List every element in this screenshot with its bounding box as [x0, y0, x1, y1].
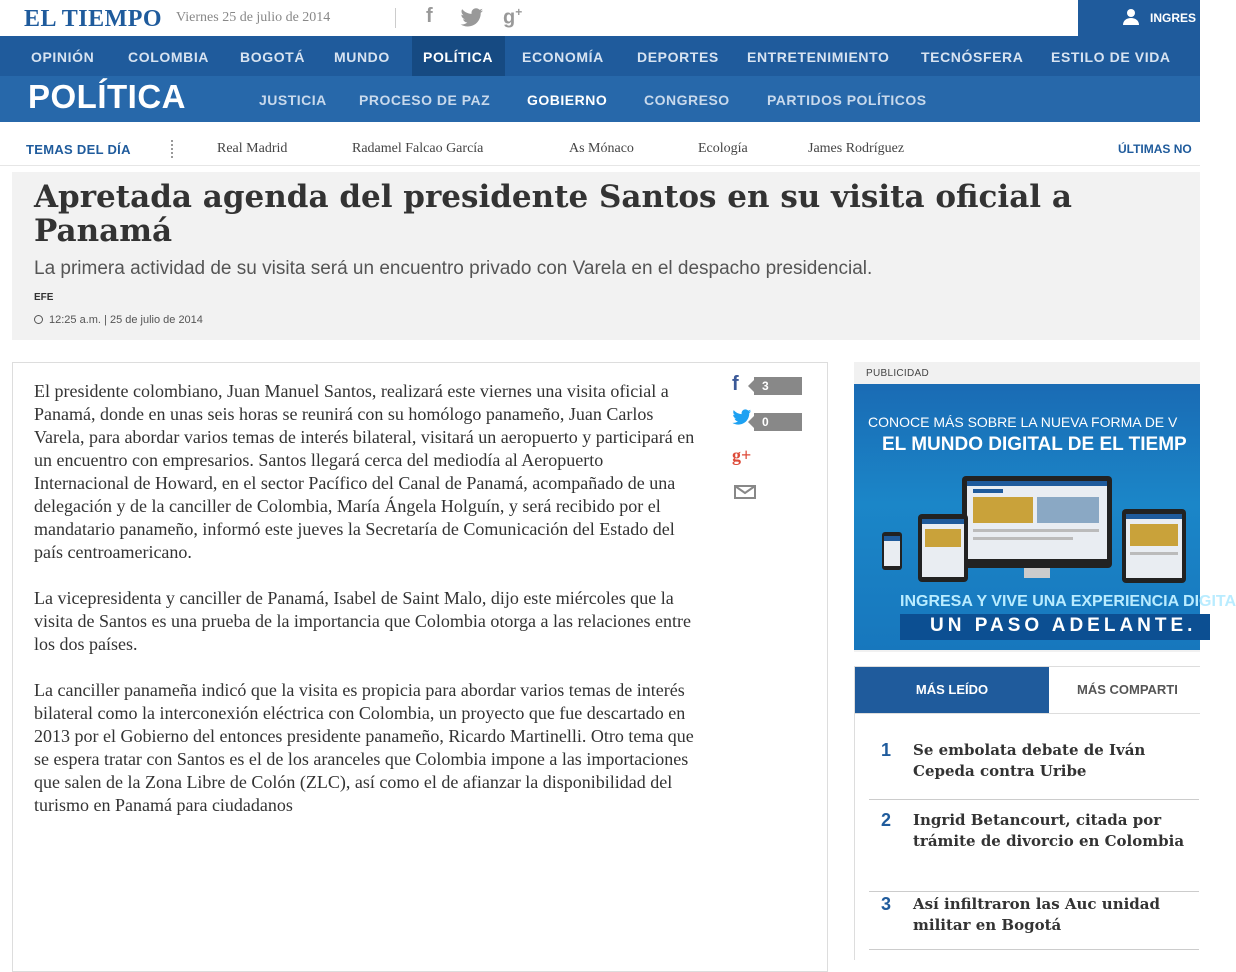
clock-icon — [34, 315, 43, 324]
phone-illustration — [882, 532, 902, 570]
nav-item-mundo[interactable]: MUNDO — [334, 49, 390, 65]
topic-link[interactable]: Ecología — [698, 141, 748, 156]
article-paragraph: La canciller panameña indicó que la visita es propicia para abordar varios temas de interés bilateral como la interconexión eléctrica con Colombia, un proyecto que fue descartado en 2013 por el Gobierno del entonces presidente panameño, Ricardo Martinelli. Otro tema que se espera tratar con Santos es el de los aranceles que Colombia impone a las importaciones que salen de la Zona Libre de Colón (ZLC), así como el de afianzar la disponibilidad del turismo en Panamá para ciudadanos — [34, 680, 694, 815]
nav-item-economia[interactable]: ECONOMÍA — [522, 49, 604, 65]
latest-news-link[interactable]: ÚLTIMAS NO — [1118, 142, 1192, 156]
list-item[interactable] — [869, 894, 1199, 950]
top-bar — [0, 0, 1200, 36]
nav-item-deportes[interactable]: DEPORTES — [637, 49, 719, 65]
ad-slogan-band — [900, 614, 1210, 640]
article-subheadline: La primera actividad de su visita será un encuentro privado con Varela en el despacho presidencial. — [34, 258, 873, 279]
most-read-list — [854, 714, 1200, 960]
subsection-nav — [0, 76, 1200, 122]
list-item[interactable] — [869, 810, 1199, 892]
list-item-title[interactable]: Ingrid Betancourt, citada por trámite de divorcio en Colombia — [913, 811, 1185, 850]
list-item-number: 2 — [881, 810, 892, 830]
article-body — [12, 362, 828, 972]
login-button[interactable] — [1078, 0, 1200, 36]
list-item[interactable] — [869, 740, 1199, 800]
article-agency: EFE — [34, 292, 54, 303]
ad-line-2: EL MUNDO DIGITAL DE EL TIEMP — [882, 434, 1187, 455]
topic-link[interactable]: Radamel Falcao García — [352, 141, 484, 156]
googleplus-icon: g+ — [732, 445, 752, 465]
subnav-item-partidos-politicos[interactable]: PARTIDOS POLÍTICOS — [767, 92, 927, 108]
topic-link[interactable]: Real Madrid — [217, 141, 288, 156]
subnav-item-justicia[interactable]: JUSTICIA — [259, 92, 327, 108]
tab-mas-leido[interactable]: MÁS LEÍDO — [855, 667, 1049, 713]
nav-item-colombia[interactable]: COLOMBIA — [128, 49, 210, 65]
facebook-icon[interactable]: f — [426, 5, 433, 27]
list-item-title[interactable]: Se embolata debate de Iván Cepeda contra Uribe — [913, 741, 1146, 780]
tab-mas-compartido[interactable]: MÁS COMPARTI — [1049, 667, 1201, 713]
googleplus-share-button[interactable] — [732, 445, 804, 471]
subnav-item-proceso-de-paz[interactable]: PROCESO DE PAZ — [359, 92, 491, 108]
ad-line-4: UN PASO ADELANTE. — [930, 615, 1197, 636]
timestamp-text: 12:25 a.m. | 25 de julio de 2014 — [49, 314, 203, 326]
topic-link[interactable]: As Mónaco — [569, 141, 634, 156]
nav-item-opinion[interactable]: OPINIÓN — [31, 49, 95, 65]
googleplus-icon[interactable]: g+ — [503, 5, 523, 29]
divider — [395, 8, 396, 28]
article-text — [34, 380, 702, 840]
ad-banner[interactable] — [854, 384, 1236, 650]
tablet-illustration — [1122, 509, 1186, 583]
nav-item-bogota[interactable]: BOGOTÁ — [240, 49, 306, 65]
subnav-item-gobierno[interactable]: GOBIERNO — [527, 92, 608, 108]
monitor-stand — [1024, 568, 1050, 578]
subnav-item-congreso[interactable]: CONGRESO — [644, 92, 730, 108]
ad-label: PUBLICIDAD — [866, 368, 930, 379]
facebook-count: 3 — [754, 377, 802, 395]
divider — [171, 140, 173, 158]
nav-item-estilo-de-vida[interactable]: ESTILO DE VIDA — [1051, 49, 1171, 65]
tablet-illustration — [918, 514, 968, 582]
user-icon — [1122, 8, 1140, 26]
topic-link[interactable]: James Rodríguez — [808, 141, 905, 156]
site-logo[interactable]: EL TIEMPO — [24, 6, 163, 32]
ad-line-1: CONOCE MÁS SOBRE LA NUEVA FORMA DE V — [868, 414, 1178, 430]
trending-label: TEMAS DEL DÍA — [26, 142, 131, 157]
section-title: POLÍTICA — [28, 78, 186, 115]
ad-line-3: INGRESA Y VIVE UNA EXPERIENCIA DIGITA — [900, 593, 1236, 610]
article-timestamp — [34, 314, 203, 326]
nav-item-entretenimiento[interactable]: ENTRETENIMIENTO — [747, 49, 890, 65]
list-item-number: 1 — [881, 740, 892, 760]
email-share-button[interactable] — [732, 483, 804, 509]
twitter-icon[interactable] — [460, 8, 484, 34]
most-read-tabs — [854, 666, 1200, 714]
section-nav — [0, 36, 1200, 76]
facebook-share-button[interactable] — [732, 373, 804, 399]
login-label: INGRES — [1150, 11, 1197, 25]
mail-icon — [734, 485, 756, 499]
current-date: Viernes 25 de julio de 2014 — [176, 10, 331, 25]
list-item-number: 3 — [881, 894, 892, 914]
nav-item-politica[interactable]: POLÍTICA — [412, 36, 505, 76]
article-paragraph: El presidente colombiano, Juan Manuel Santos, realizará este viernes una visita oficial a Panamá, donde en unas seis horas se reunirá con su homólogo panameño, Juan Carlos Varela, para abordar varios temas de interés bilateral, visitará un aeropuerto y participará en un encuentro con empresarios. Santos llegará cerca del mediodía al Aeropuerto Internacional de Howard, en el sector Pacífico del Canal de Panamá, acompañado de una delegación y de la canciller de Colombia, María Ángela Holguín, y será recibido por el mandatario panameño, informó este jueves la Secretaría de Comunicación del Estado del país centroamericano. — [34, 381, 695, 562]
article-headline: Apretada agenda del presidente Santos en su visita oficial a Panamá — [34, 179, 1072, 249]
twitter-share-button[interactable] — [732, 409, 804, 435]
trending-topics-bar — [0, 132, 1200, 166]
facebook-icon: f — [732, 373, 739, 395]
article-paragraph: La vicepresidenta y canciller de Panamá, Isabel de Saint Malo, dijo este miércoles que la visita de Santos es una prueba de la importancia que Colombia otorga a las relaciones entre los dos países. — [34, 588, 691, 654]
article-header — [12, 172, 1200, 340]
twitter-count: 0 — [754, 413, 802, 431]
list-item-title[interactable]: Así infiltraron las Auc unidad militar en Bogotá — [913, 895, 1160, 934]
nav-item-tecnosfera[interactable]: TECNÓSFERA — [921, 49, 1024, 65]
monitor-illustration — [962, 476, 1112, 568]
